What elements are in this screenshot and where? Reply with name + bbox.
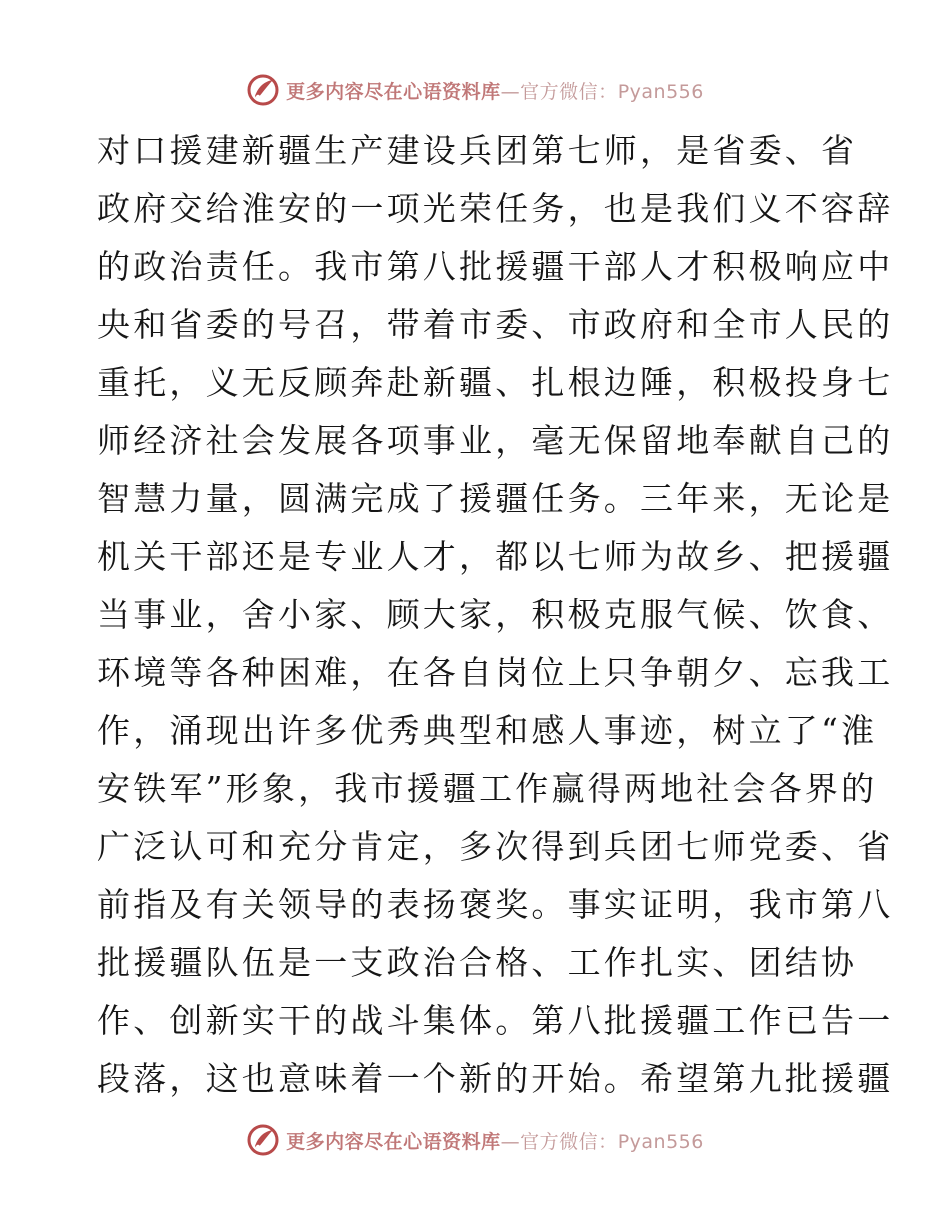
logo-icon — [246, 73, 280, 107]
footer-banner — [0, 1120, 950, 1160]
footer-wechat-id: Pyan556 — [617, 1130, 704, 1153]
header-watermark-text — [286, 77, 704, 104]
text-line: 央和省委的号召，带着市委、市政府和全市人民的 — [97, 305, 894, 344]
text-line: 师经济社会发展各项事业，毫无保留地奉献自己的 — [97, 421, 894, 460]
text-line: 段落，这也意味着一个新的开始。希望第九批援疆 — [97, 1059, 894, 1098]
text-line: 机关干部还是专业人才，都以七师为故乡、把援疆 — [97, 537, 894, 576]
header-brand: 更多内容尽在心语资料库 — [286, 80, 501, 103]
text-line: 当事业，舍小家、顾大家，积极克服气候、饮食、 — [97, 595, 894, 634]
header-banner — [0, 70, 950, 110]
text-line: 广泛认可和充分肯定，多次得到兵团七师党委、省 — [97, 827, 894, 866]
footer-wechat-label: 官方微信： — [520, 1130, 618, 1153]
text-line: 的政治责任。我市第八批援疆干部人才积极响应中 — [97, 247, 894, 286]
text-line: 作、创新实干的战斗集体。第八批援疆工作已告一 — [97, 1001, 894, 1040]
header-wechat-id: Pyan556 — [617, 80, 704, 103]
header-wechat-label: 官方微信： — [520, 80, 618, 103]
footer-brand: 更多内容尽在心语资料库 — [286, 1130, 501, 1153]
text-line: 安铁军”形象，我市援疆工作赢得两地社会各界的 — [97, 769, 878, 808]
footer-separator: — — [500, 1130, 521, 1153]
text-line: 环境等各种困难，在各自岗位上只争朝夕、忘我工 — [97, 653, 894, 692]
text-line: 重托，义无反顾奔赴新疆、扎根边陲，积极投身七 — [97, 363, 894, 402]
footer-watermark-text — [286, 1127, 704, 1154]
text-line: 智慧力量，圆满完成了援疆任务。三年来，无论是 — [97, 479, 894, 518]
text-line: 批援疆队伍是一支政治合格、工作扎实、团结协 — [97, 943, 858, 982]
text-line: 政府交给淮安的一项光荣任务，也是我们义不容辞 — [97, 189, 894, 228]
text-line: 对口援建新疆生产建设兵团第七师，是省委、省 — [97, 131, 858, 170]
text-line: 前指及有关领导的表扬褒奖。事实证明，我市第八 — [97, 885, 894, 924]
header-separator: — — [500, 80, 521, 103]
text-line: 作，涌现出许多优秀典型和感人事迹，树立了“淮 — [97, 711, 878, 750]
logo-icon — [246, 1123, 280, 1157]
